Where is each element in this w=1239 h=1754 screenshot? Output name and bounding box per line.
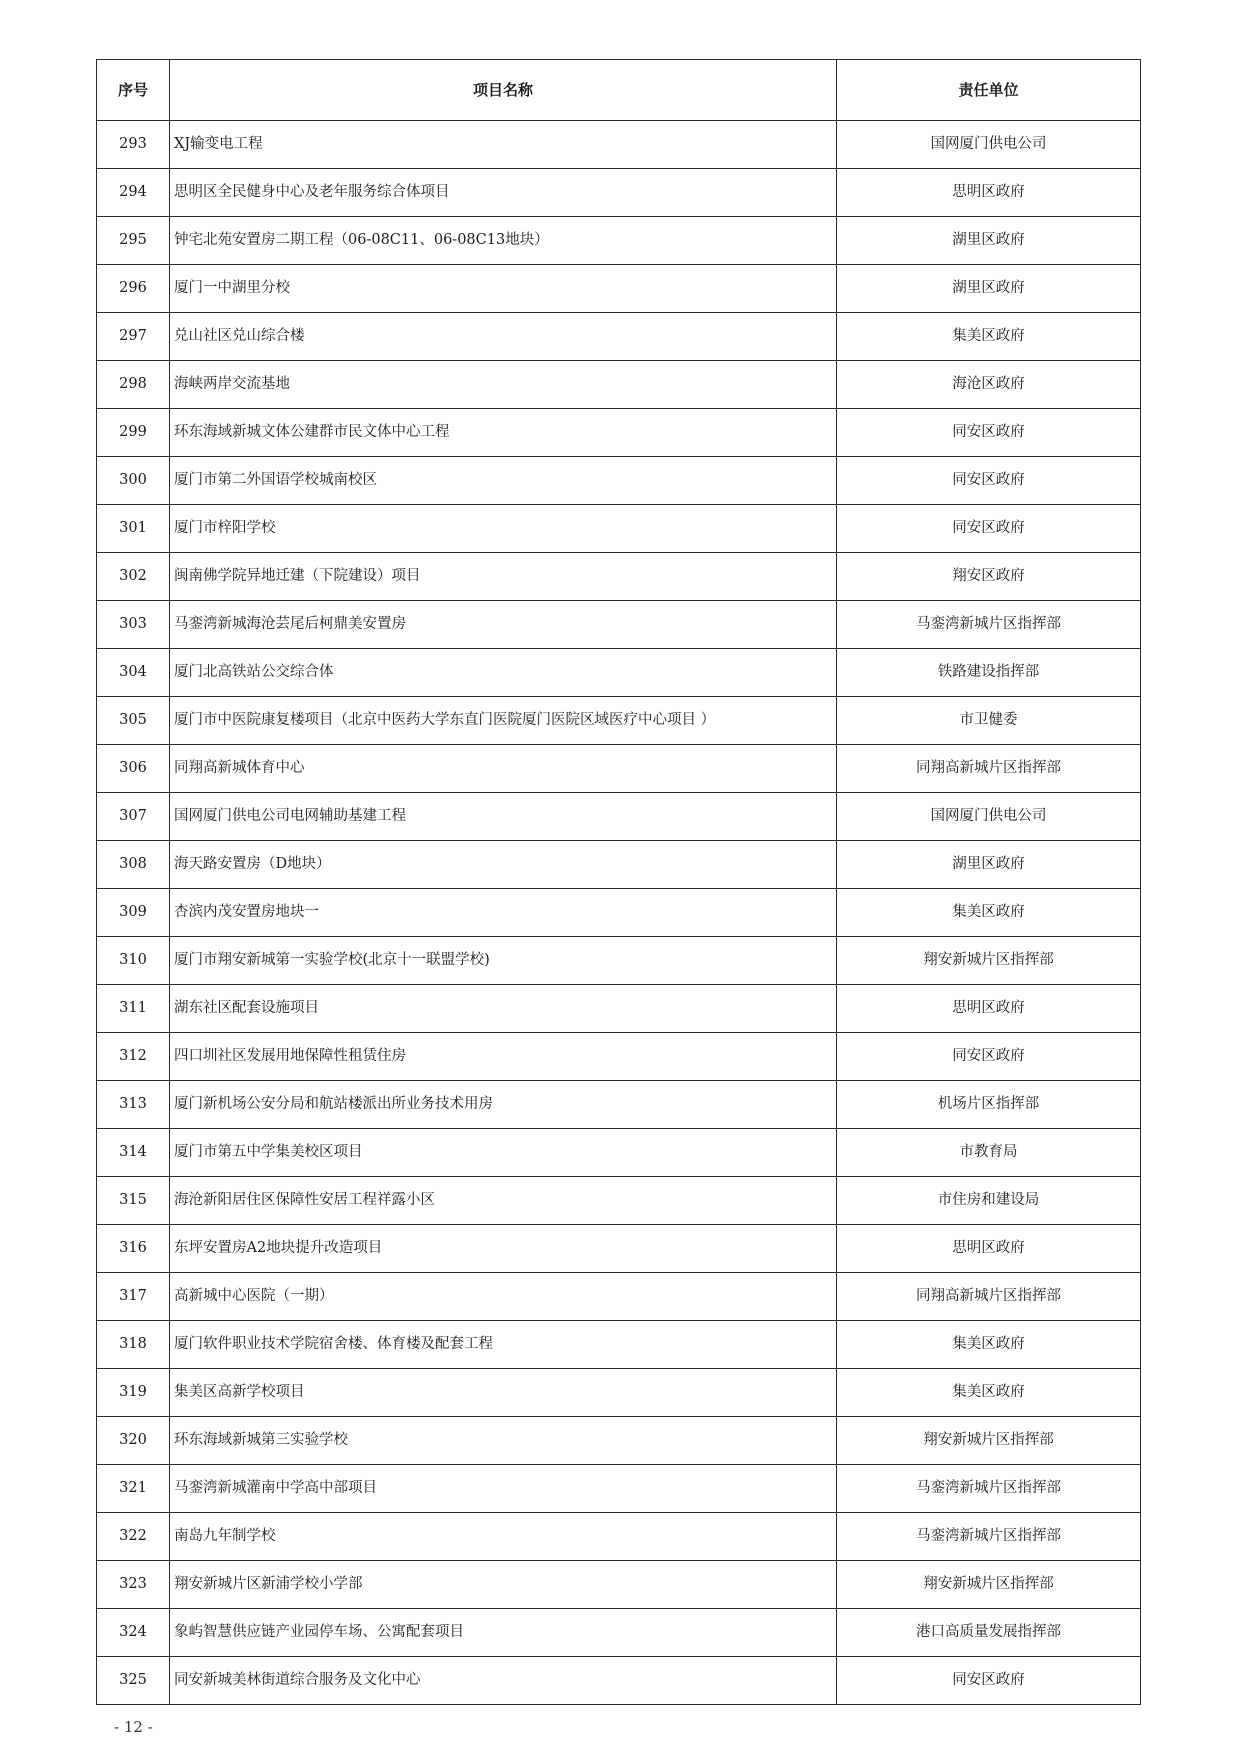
row-project-name: 国网厦门供电公司电网辅助基建工程 — [170, 793, 837, 841]
row-responsible-unit: 国网厦门供电公司 — [837, 793, 1141, 841]
row-project-name: 翔安新城片区新浦学校小学部 — [170, 1561, 837, 1609]
row-responsible-unit: 思明区政府 — [837, 985, 1141, 1033]
row-seq: 302 — [97, 553, 170, 601]
row-seq: 315 — [97, 1177, 170, 1225]
table-row — [97, 361, 1141, 409]
row-responsible-unit: 同安区政府 — [837, 505, 1141, 553]
row-seq: 306 — [97, 745, 170, 793]
row-responsible-unit: 马銮湾新城片区指挥部 — [837, 601, 1141, 649]
row-seq: 303 — [97, 601, 170, 649]
row-project-name: 象屿智慧供应链产业园停车场、公寓配套项目 — [170, 1609, 837, 1657]
row-seq: 311 — [97, 985, 170, 1033]
table-row — [97, 313, 1141, 361]
project-table — [96, 59, 1141, 1705]
row-seq: 321 — [97, 1465, 170, 1513]
row-responsible-unit: 翔安新城片区指挥部 — [837, 1561, 1141, 1609]
table-row — [97, 745, 1141, 793]
table-row — [97, 169, 1141, 217]
table-row — [97, 1273, 1141, 1321]
row-responsible-unit: 集美区政府 — [837, 1321, 1141, 1369]
row-project-name: 南岛九年制学校 — [170, 1513, 837, 1561]
table-row — [97, 985, 1141, 1033]
header-project-name: 项目名称 — [170, 60, 837, 121]
table-row — [97, 697, 1141, 745]
table-row — [97, 1465, 1141, 1513]
row-responsible-unit: 同安区政府 — [837, 409, 1141, 457]
row-project-name: 马銮湾新城灌南中学高中部项目 — [170, 1465, 837, 1513]
row-seq: 313 — [97, 1081, 170, 1129]
row-seq: 300 — [97, 457, 170, 505]
row-project-name: 湖东社区配套设施项目 — [170, 985, 837, 1033]
table-row — [97, 121, 1141, 169]
table-row — [97, 1609, 1141, 1657]
row-seq: 325 — [97, 1657, 170, 1705]
row-project-name: 环东海域新城文体公建群市民文体中心工程 — [170, 409, 837, 457]
row-project-name: 海峡两岸交流基地 — [170, 361, 837, 409]
row-project-name: 厦门市翔安新城第一实验学校(北京十一联盟学校) — [170, 937, 837, 985]
row-project-name: 集美区高新学校项目 — [170, 1369, 837, 1417]
row-project-name: 同翔高新城体育中心 — [170, 745, 837, 793]
row-seq: 320 — [97, 1417, 170, 1465]
row-seq: 319 — [97, 1369, 170, 1417]
table-row — [97, 841, 1141, 889]
row-project-name: 厦门一中湖里分校 — [170, 265, 837, 313]
row-responsible-unit: 同安区政府 — [837, 457, 1141, 505]
row-responsible-unit: 湖里区政府 — [837, 217, 1141, 265]
row-responsible-unit: 市卫健委 — [837, 697, 1141, 745]
row-project-name: 四口圳社区发展用地保障性租赁住房 — [170, 1033, 837, 1081]
row-project-name: 厦门北高铁站公交综合体 — [170, 649, 837, 697]
table-row — [97, 1033, 1141, 1081]
row-responsible-unit: 同翔高新城片区指挥部 — [837, 745, 1141, 793]
row-project-name: 钟宅北苑安置房二期工程（06-08C11、06-08C13地块） — [170, 217, 837, 265]
table-row — [97, 457, 1141, 505]
row-seq: 293 — [97, 121, 170, 169]
row-project-name: 高新城中心医院（一期） — [170, 1273, 837, 1321]
table-row — [97, 265, 1141, 313]
row-responsible-unit: 同翔高新城片区指挥部 — [837, 1273, 1141, 1321]
row-project-name: 海天路安置房（D地块） — [170, 841, 837, 889]
row-responsible-unit: 湖里区政府 — [837, 841, 1141, 889]
row-seq: 308 — [97, 841, 170, 889]
header-seq: 序号 — [97, 60, 170, 121]
table-row — [97, 1417, 1141, 1465]
row-responsible-unit: 铁路建设指挥部 — [837, 649, 1141, 697]
row-responsible-unit: 翔安新城片区指挥部 — [837, 1417, 1141, 1465]
row-responsible-unit: 海沧区政府 — [837, 361, 1141, 409]
row-project-name: 厦门新机场公安分局和航站楼派出所业务技术用房 — [170, 1081, 837, 1129]
row-seq: 317 — [97, 1273, 170, 1321]
row-responsible-unit: 同安区政府 — [837, 1033, 1141, 1081]
row-responsible-unit: 湖里区政府 — [837, 265, 1141, 313]
table-row — [97, 889, 1141, 937]
header-responsible-unit: 责任单位 — [837, 60, 1141, 121]
row-responsible-unit: 思明区政府 — [837, 169, 1141, 217]
row-seq: 294 — [97, 169, 170, 217]
table-row — [97, 1177, 1141, 1225]
row-seq: 310 — [97, 937, 170, 985]
row-responsible-unit: 集美区政府 — [837, 889, 1141, 937]
row-seq: 296 — [97, 265, 170, 313]
row-seq: 307 — [97, 793, 170, 841]
row-project-name: 闽南佛学院异地迁建（下院建设）项目 — [170, 553, 837, 601]
row-responsible-unit: 市住房和建设局 — [837, 1177, 1141, 1225]
table-body — [97, 121, 1141, 1705]
row-project-name: 海沧新阳居住区保障性安居工程祥露小区 — [170, 1177, 837, 1225]
row-responsible-unit: 市教育局 — [837, 1129, 1141, 1177]
row-seq: 297 — [97, 313, 170, 361]
table-row — [97, 409, 1141, 457]
table-row — [97, 1513, 1141, 1561]
row-project-name: 杏滨内茂安置房地块一 — [170, 889, 837, 937]
row-project-name: 环东海域新城第三实验学校 — [170, 1417, 837, 1465]
table-row — [97, 1129, 1141, 1177]
row-responsible-unit: 马銮湾新城片区指挥部 — [837, 1465, 1141, 1513]
row-project-name: 厦门市第五中学集美校区项目 — [170, 1129, 837, 1177]
table-row — [97, 1225, 1141, 1273]
row-seq: 298 — [97, 361, 170, 409]
table-row — [97, 1081, 1141, 1129]
row-seq: 314 — [97, 1129, 170, 1177]
row-project-name: 厦门市梓阳学校 — [170, 505, 837, 553]
row-seq: 301 — [97, 505, 170, 553]
row-project-name: 厦门市中医院康复楼项目（北京中医药大学东直门医院厦门医院区域医疗中心项目 ） — [170, 697, 837, 745]
row-seq: 323 — [97, 1561, 170, 1609]
row-project-name: 厦门市第二外国语学校城南校区 — [170, 457, 837, 505]
row-responsible-unit: 集美区政府 — [837, 313, 1141, 361]
row-responsible-unit: 思明区政府 — [837, 1225, 1141, 1273]
table-row — [97, 1561, 1141, 1609]
row-project-name: 思明区全民健身中心及老年服务综合体项目 — [170, 169, 837, 217]
row-project-name: 兑山社区兑山综合楼 — [170, 313, 837, 361]
row-responsible-unit: 集美区政府 — [837, 1369, 1141, 1417]
row-project-name: 东坪安置房A2地块提升改造项目 — [170, 1225, 837, 1273]
row-responsible-unit: 翔安区政府 — [837, 553, 1141, 601]
table-row — [97, 601, 1141, 649]
row-responsible-unit: 马銮湾新城片区指挥部 — [837, 1513, 1141, 1561]
row-seq: 295 — [97, 217, 170, 265]
row-seq: 312 — [97, 1033, 170, 1081]
table-row — [97, 505, 1141, 553]
row-seq: 299 — [97, 409, 170, 457]
row-responsible-unit: 同安区政府 — [837, 1657, 1141, 1705]
row-seq: 324 — [97, 1609, 170, 1657]
table-row — [97, 1321, 1141, 1369]
table-header-row — [97, 60, 1141, 121]
row-responsible-unit: 机场片区指挥部 — [837, 1081, 1141, 1129]
row-project-name: 厦门软件职业技术学院宿舍楼、体育楼及配套工程 — [170, 1321, 837, 1369]
row-seq: 322 — [97, 1513, 170, 1561]
row-responsible-unit: 翔安新城片区指挥部 — [837, 937, 1141, 985]
row-project-name: 同安新城美林街道综合服务及文化中心 — [170, 1657, 837, 1705]
row-seq: 316 — [97, 1225, 170, 1273]
row-seq: 305 — [97, 697, 170, 745]
row-responsible-unit: 港口高质量发展指挥部 — [837, 1609, 1141, 1657]
row-responsible-unit: 国网厦门供电公司 — [837, 121, 1141, 169]
page-number: - 12 - — [114, 1718, 153, 1736]
row-seq: 318 — [97, 1321, 170, 1369]
table-row — [97, 1369, 1141, 1417]
table-row — [97, 217, 1141, 265]
row-seq: 304 — [97, 649, 170, 697]
row-seq: 309 — [97, 889, 170, 937]
row-project-name: XJ输变电工程 — [170, 121, 837, 169]
table-row — [97, 553, 1141, 601]
row-project-name: 马銮湾新城海沧芸尾后柯鼎美安置房 — [170, 601, 837, 649]
table-row — [97, 1657, 1141, 1705]
table-row — [97, 937, 1141, 985]
table-row — [97, 649, 1141, 697]
table-row — [97, 793, 1141, 841]
